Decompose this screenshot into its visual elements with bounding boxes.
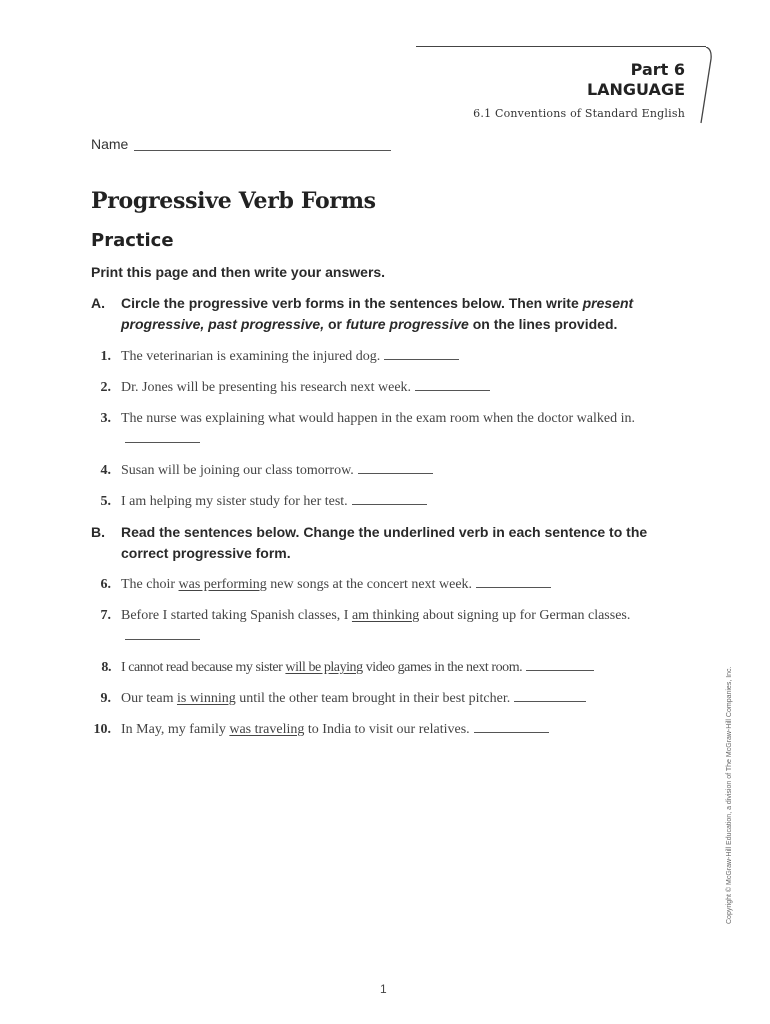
- print-instructions: Print this page and then write your answers.: [91, 264, 386, 280]
- question-9: 9. Our team is winning until the other team brought in their best pitcher.: [91, 688, 691, 709]
- underlined-verb: is winning: [176, 691, 236, 706]
- language-label: LANGUAGE: [586, 80, 685, 99]
- name-answer-line[interactable]: [134, 150, 391, 151]
- question-8: 8. I cannot read because my sister will be playing video games in the next room.: [91, 657, 691, 678]
- question-6: 6. The choir was performing new songs at the concert next week.: [91, 574, 691, 595]
- question-text: The nurse was explaining what would happen in the exam room when the doctor walked in.: [121, 411, 635, 426]
- section-b-text: Read the sentences below. Change the underlined verb in each sentence to the correct progressive form.: [121, 524, 648, 561]
- answer-line[interactable]: [125, 431, 200, 443]
- section-a-letter: A.: [91, 295, 105, 311]
- header-rule: [416, 46, 706, 47]
- page-title: Progressive Verb Forms: [91, 188, 376, 214]
- answer-line[interactable]: [125, 628, 200, 640]
- question-text: I am helping my sister study for her test.: [121, 494, 348, 509]
- underlined-verb: was performing: [178, 577, 267, 592]
- answer-line[interactable]: [415, 379, 490, 391]
- page-number: 1: [380, 982, 387, 996]
- answer-line[interactable]: [476, 576, 551, 588]
- question-2: 2. Dr. Jones will be presenting his research next week.: [91, 377, 691, 398]
- name-label: Name: [91, 136, 129, 152]
- section-b-letter: B.: [91, 524, 105, 540]
- question-7: 7. Before I started taking Spanish classes, I am thinking about signing up for German classes.: [91, 605, 691, 647]
- question-text: Susan will be joining our class tomorrow.: [121, 463, 354, 478]
- answer-line[interactable]: [352, 493, 427, 505]
- underlined-verb: will be playing: [285, 660, 363, 675]
- question-5: 5. I am helping my sister study for her test.: [91, 491, 691, 512]
- underlined-verb: am thinking: [351, 608, 420, 623]
- answer-line[interactable]: [474, 721, 549, 733]
- answer-line[interactable]: [384, 348, 459, 360]
- question-3: 3. The nurse was explaining what would happen in the exam room when the doctor walked in.: [91, 408, 691, 450]
- standard-label: 6.1 Conventions of Standard English: [473, 107, 685, 120]
- copyright-notice: Copyright © McGraw-Hill Education, a division of The McGraw-Hill Companies, Inc.: [726, 666, 733, 924]
- answer-line[interactable]: [514, 690, 586, 702]
- question-text: The veterinarian is examining the injured dog.: [121, 349, 381, 364]
- question-4: 4. Susan will be joining our class tomorrow.: [91, 460, 691, 481]
- section-b-instructions: [91, 522, 691, 564]
- practice-heading: Practice: [91, 230, 174, 251]
- part-label: Part 6: [630, 60, 685, 79]
- question-1: 1. The veterinarian is examining the injured dog.: [91, 346, 691, 367]
- section-a-instructions: [91, 293, 691, 335]
- header-slash-line: [698, 47, 712, 125]
- underlined-verb: was traveling: [229, 722, 305, 737]
- question-10: 10. In May, my family was traveling to India to visit our relatives.: [91, 719, 691, 740]
- section-a-text: Circle the progressive verb forms in the sentences below. Then write present progressive, past progressive, or future progressive on the lines provided.: [121, 295, 634, 332]
- answer-line[interactable]: [526, 659, 594, 671]
- answer-line[interactable]: [358, 462, 433, 474]
- question-text: Dr. Jones will be presenting his research next week.: [121, 380, 412, 395]
